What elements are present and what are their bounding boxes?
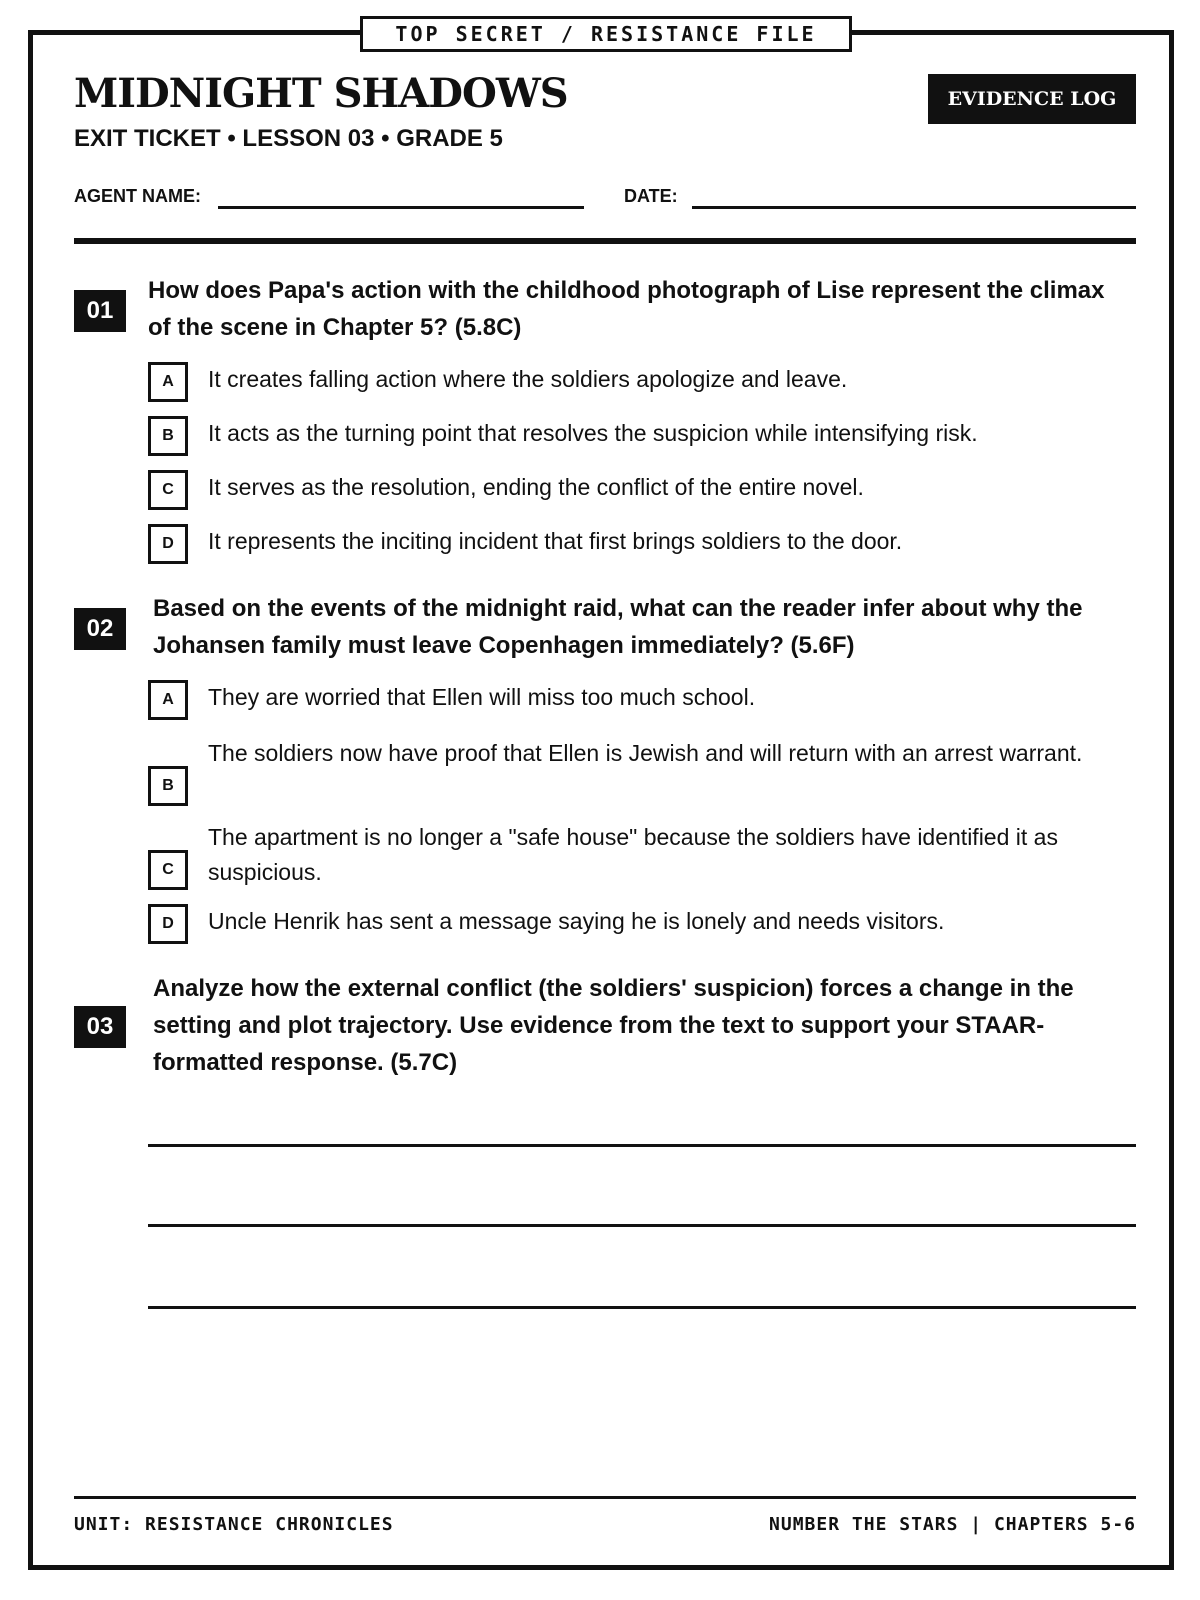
question-text: How does Papa's action with the childhood photograph of Lise represent the climax of the scene in Chapter 5? (5.8C)	[148, 277, 1105, 341]
option-text: The soldiers now have proof that Ellen is Jewish and will return with an arrest warrant.	[208, 740, 1083, 766]
footer-divider	[74, 1496, 1136, 1499]
option-checkbox[interactable]: D	[148, 904, 188, 944]
question-text: Analyze how the external conflict (the soldiers' suspicion) forces a change in the setting and plot trajectory. Use evidence from the text to support your STAAR-formatted response. (5.7C)	[153, 975, 1074, 1076]
option-checkbox[interactable]: B	[148, 766, 188, 806]
written-response-line[interactable]	[148, 1306, 1136, 1309]
option-text: Uncle Henrik has sent a message saying he is lonely and needs visitors.	[208, 908, 945, 934]
footer-unit-label: UNIT: RESISTANCE CHRONICLES	[74, 1514, 394, 1535]
option-text: It creates falling action where the soldiers apologize and leave.	[208, 366, 848, 392]
written-response-line[interactable]	[148, 1224, 1136, 1227]
agent-name-field[interactable]	[218, 206, 584, 209]
date-field[interactable]	[692, 206, 1136, 209]
date-label: DATE:	[624, 186, 678, 206]
footer-book-label: NUMBER THE STARS | CHAPTERS 5-6	[769, 1514, 1136, 1535]
written-response-line[interactable]	[148, 1144, 1136, 1147]
option-checkbox[interactable]: B	[148, 416, 188, 456]
worksheet-subtitle: EXIT TICKET • LESSON 03 • GRADE 5	[74, 125, 503, 152]
top-secret-stamp: TOP SECRET / RESISTANCE FILE	[360, 16, 852, 52]
question-text: Based on the events of the midnight raid, what can the reader infer about why the Johansen family must leave Copenhagen immediately? (5.6F)	[153, 595, 1083, 659]
question-number-badge: 03	[74, 1006, 126, 1048]
option-text: It serves as the resolution, ending the conflict of the entire novel.	[208, 474, 864, 500]
header-divider	[74, 238, 1136, 244]
question-number-badge: 02	[74, 608, 126, 650]
evidence-log-badge: EVIDENCE LOG	[928, 74, 1136, 124]
page-border	[28, 30, 1174, 1570]
option-text: The apartment is no longer a "safe house" because the soldiers have identified it as suspicious.	[208, 824, 1058, 885]
option-checkbox[interactable]: D	[148, 524, 188, 564]
question-number-badge: 01	[74, 290, 126, 332]
option-text: It acts as the turning point that resolves the suspicion while intensifying risk.	[208, 420, 978, 446]
option-checkbox[interactable]: C	[148, 850, 188, 890]
option-checkbox[interactable]: C	[148, 470, 188, 510]
worksheet-title: MIDNIGHT SHADOWS	[74, 70, 568, 117]
option-text: They are worried that Ellen will miss too much school.	[208, 684, 756, 710]
agent-name-label: AGENT NAME:	[74, 186, 201, 206]
option-checkbox[interactable]: A	[148, 362, 188, 402]
option-text: It represents the inciting incident that first brings soldiers to the door.	[208, 528, 903, 554]
option-checkbox[interactable]: A	[148, 680, 188, 720]
